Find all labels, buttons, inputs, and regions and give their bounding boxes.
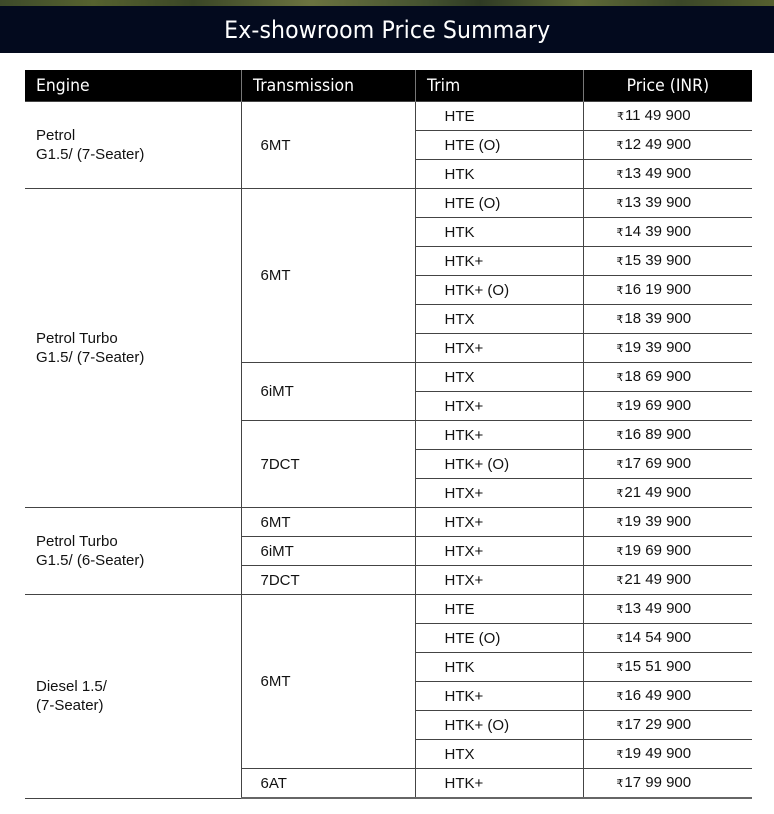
price-cell [583,247,752,276]
rupee-icon: ₹ [616,777,624,790]
column-header-price [583,70,752,102]
transmission-cell: 6iMT [241,363,415,421]
trim-cell: HTX+ [415,334,583,363]
rupee-icon: ₹ [616,284,624,297]
trim-cell: HTK+ [415,769,583,799]
trim-cell: HTX+ [415,537,583,566]
price-cell [583,363,752,392]
trim-cell: HTX [415,305,583,334]
price-value: 15 51 900 [624,657,692,675]
rupee-icon: ₹ [616,574,624,587]
price-value: 21 49 900 [624,570,692,588]
trim-cell: HTE [415,102,583,131]
trim-cell: HTK+ [415,421,583,450]
engine-cell [25,595,241,799]
trim-cell: HTE (O) [415,189,583,218]
column-header-trim-label: Trim [426,75,460,96]
trim-cell: HTX [415,740,583,769]
table-row [25,595,752,624]
engine-cell [25,189,241,508]
price-value: 13 39 900 [624,193,692,211]
trim-cell: HTX+ [415,566,583,595]
rupee-icon: ₹ [616,226,624,239]
rupee-icon: ₹ [616,429,624,442]
table-row [25,102,752,131]
rupee-icon: ₹ [616,661,624,674]
price-cell [583,160,752,189]
rupee-icon: ₹ [616,748,624,761]
price-value: 19 39 900 [624,512,692,530]
transmission-cell: 6MT [241,189,415,363]
trim-cell: HTK [415,160,583,189]
price-cell [583,450,752,479]
trim-cell: HTX+ [415,508,583,537]
price-cell [583,479,752,508]
rupee-icon: ₹ [616,545,624,558]
rupee-icon: ₹ [616,690,624,703]
rupee-icon: ₹ [616,313,624,326]
price-value: 19 69 900 [624,396,692,414]
column-header-transmission [241,70,415,102]
price-cell [583,218,752,247]
price-cell [583,537,752,566]
table-row [25,508,752,537]
rupee-icon: ₹ [616,487,624,500]
trim-cell: HTX+ [415,392,583,421]
rupee-icon: ₹ [616,139,624,152]
price-cell [583,102,752,131]
price-value: 16 49 900 [624,686,692,704]
price-cell [583,305,752,334]
price-cell [583,740,752,769]
price-value: 19 39 900 [624,338,692,356]
engine-label-line: Petrol Turbo [36,330,118,347]
price-value: 17 29 900 [624,715,692,733]
transmission-cell: 7DCT [241,566,415,595]
trim-cell: HTX [415,363,583,392]
engine-label-line: (7-Seater) [36,697,104,715]
rupee-icon: ₹ [616,516,624,529]
trim-cell: HTK+ [415,682,583,711]
price-value: 18 69 900 [624,367,692,385]
price-value: 21 49 900 [624,483,692,501]
rupee-icon: ₹ [616,168,624,181]
column-header-price-label: Price (INR) [626,75,710,96]
price-value: 14 54 900 [624,628,692,646]
price-value: 17 69 900 [624,454,692,472]
engine-label-line: Diesel 1.5/ [36,678,107,696]
price-value: 16 19 900 [624,280,692,298]
transmission-cell: 6MT [241,102,415,189]
header-row [25,70,752,102]
trim-cell: HTK [415,218,583,247]
price-cell [583,653,752,682]
column-header-trim [415,70,583,102]
price-value: 18 39 900 [624,309,692,327]
price-value: 14 39 900 [624,222,692,240]
rupee-icon: ₹ [616,719,624,732]
rupee-icon: ₹ [616,632,624,645]
engine-label-line: G1.5/ (6-Seater) [36,552,145,569]
column-header-engine [25,70,241,102]
price-cell [583,131,752,160]
price-cell [583,508,752,537]
price-value: 12 49 900 [624,135,692,153]
transmission-cell: 6AT [241,769,415,799]
price-value: 15 39 900 [624,251,692,269]
price-value: 19 49 900 [624,744,692,762]
engine-label-line: Petrol Turbo [36,533,118,550]
column-header-transmission-label: Transmission [252,75,354,96]
price-value: 13 49 900 [624,164,692,182]
engine-label-line: Petrol [36,127,76,144]
transmission-cell: 7DCT [241,421,415,508]
price-cell [583,566,752,595]
price-value: 11 49 900 [624,106,691,124]
price-value: 19 69 900 [624,541,692,559]
trim-cell: HTE (O) [415,131,583,160]
price-cell [583,682,752,711]
price-cell [583,595,752,624]
rupee-icon: ₹ [616,110,624,123]
table-header [25,70,752,102]
trim-cell: HTK+ (O) [415,711,583,740]
transmission-cell: 6MT [241,595,415,769]
trim-cell: HTK+ (O) [415,450,583,479]
trim-cell: HTE [415,595,583,624]
table-row [25,189,752,218]
engine-label-line: G1.5/ (7-Seater) [36,146,145,163]
price-summary-table [25,70,752,799]
rupee-icon: ₹ [616,371,624,384]
trim-cell: HTE (O) [415,624,583,653]
price-table-container [25,70,752,799]
trim-cell: HTX+ [415,479,583,508]
title-banner [0,6,774,53]
price-cell [583,769,752,799]
price-cell [583,392,752,421]
price-cell [583,421,752,450]
table-body [25,102,752,799]
engine-cell [25,102,241,189]
price-cell [583,711,752,740]
price-cell [583,276,752,305]
price-cell [583,189,752,218]
rupee-icon: ₹ [616,342,624,355]
column-header-engine-label: Engine [36,75,90,96]
price-value: 13 49 900 [624,599,692,617]
trim-cell: HTK [415,653,583,682]
trim-cell: HTK+ (O) [415,276,583,305]
rupee-icon: ₹ [616,255,624,268]
price-value: 17 99 900 [624,773,692,791]
transmission-cell: 6MT [241,508,415,537]
price-value: 16 89 900 [624,425,692,443]
price-cell [583,334,752,363]
transmission-cell: 6iMT [241,537,415,566]
price-cell [583,624,752,653]
engine-cell [25,508,241,595]
rupee-icon: ₹ [616,603,624,616]
rupee-icon: ₹ [616,458,624,471]
engine-label-line: G1.5/ (7-Seater) [36,349,145,366]
trim-cell: HTK+ [415,247,583,276]
rupee-icon: ₹ [616,197,624,210]
page-title: Ex-showroom Price Summary [223,15,551,44]
rupee-icon: ₹ [616,400,624,413]
